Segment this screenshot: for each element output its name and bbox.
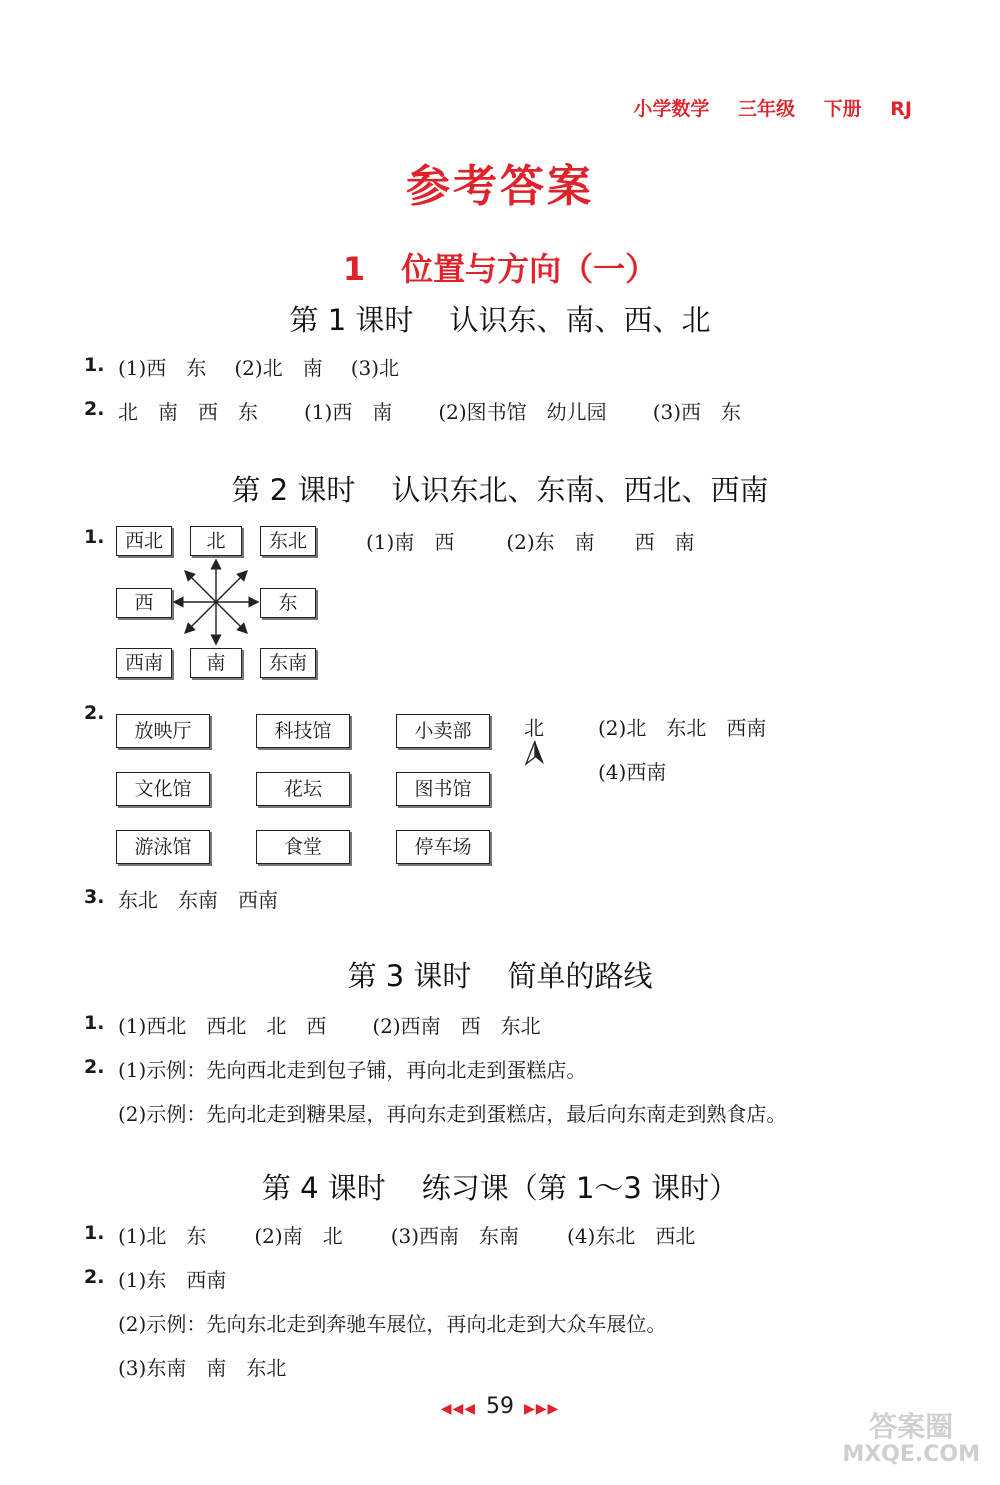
answer-part: (2)北 南: [234, 356, 323, 380]
lesson-1-heading: [0, 298, 1000, 339]
answer-part: (3)西 东: [652, 400, 742, 424]
lesson-3-label: 第 3 课时: [347, 959, 472, 993]
grid-cell: 文化馆: [116, 772, 210, 806]
l1-q2-answer: [118, 396, 769, 425]
answer-part: (2)东 南 西 南: [506, 530, 695, 554]
answer-part: (2)图书馆 幼儿园: [438, 400, 607, 424]
compass-southeast: 东南: [260, 648, 316, 678]
lesson-3-name: 简单的路线: [507, 959, 653, 993]
lesson-1-label: 第 1 课时: [289, 303, 414, 337]
prev-arrows-icon: ◀◀◀: [440, 1401, 476, 1417]
lesson-4-name: 练习课（第 1～3 课时）: [421, 1171, 739, 1205]
l2-q3-answer: 东北 东南 西南: [118, 888, 278, 912]
unit-heading: [0, 244, 1000, 290]
north-arrow-icon: [524, 740, 546, 766]
lesson-2-label: 第 2 课时: [231, 473, 356, 507]
grid-cell: 游泳馆: [116, 830, 210, 864]
watermark-line-1: 答案圈: [869, 1410, 954, 1444]
l2-q1-number: 1.: [84, 526, 105, 548]
header-subject: 小学数学: [633, 98, 710, 120]
answer-part: (1)南 西: [366, 530, 455, 554]
compass-northeast: 东北: [260, 526, 316, 556]
compass-rose-icon: [172, 558, 260, 646]
grid-cell: 放映厅: [116, 714, 210, 748]
l1-q2-number: 2.: [84, 398, 105, 420]
lesson-2-heading: [0, 468, 1000, 509]
l1-q1-number: 1.: [84, 354, 105, 376]
watermark-line-2: MXQE.COM: [842, 1441, 980, 1467]
lesson-2-name: 认识东北、东南、西北、西南: [391, 473, 769, 507]
unit-number: 1: [342, 250, 366, 288]
answer-part: (3)北: [350, 356, 400, 380]
grid-cell: 花坛: [256, 772, 350, 806]
page-number-value: 59: [486, 1394, 514, 1419]
book-header: [611, 94, 912, 121]
l2-q1-answer: [366, 526, 723, 555]
l4-q2-line-2: (2)示例：先向东北走到奔驰车展位，再向北走到大众车展位。: [118, 1312, 667, 1336]
answer-part: (4)东北 西北: [567, 1224, 696, 1248]
north-label: 北: [524, 716, 544, 740]
page-title: 参考答案: [406, 161, 594, 212]
l3-q2-line-1: (1)示例：先向西北走到包子铺，再向北走到蛋糕店。: [118, 1058, 587, 1082]
watermark: [842, 1412, 980, 1467]
header-grade: 三年级: [738, 98, 796, 120]
grid-cell: 停车场: [396, 830, 490, 864]
compass-northwest: 西北: [116, 526, 172, 556]
l3-q1-number: 1.: [84, 1012, 105, 1034]
grid-cell: 科技馆: [256, 714, 350, 748]
answer-part: (1)西 南: [304, 400, 393, 424]
l4-q2-line-1: (1)东 西南: [118, 1268, 227, 1292]
l1-q1-answer: [118, 352, 427, 381]
compass-north: 北: [190, 526, 242, 556]
l4-q2-number: 2.: [84, 1266, 105, 1288]
compass-southwest: 西南: [116, 648, 172, 678]
next-arrows-icon: ▶▶▶: [524, 1401, 560, 1417]
lesson-4-label: 第 4 课时: [261, 1171, 386, 1205]
compass-west: 西: [116, 588, 172, 618]
answer-part: (2)西南 西 东北: [372, 1014, 541, 1038]
l3-q1-answer: [118, 1010, 569, 1039]
l2-q3-number: 3.: [84, 886, 105, 908]
l2-q2-answer-2: (2)北 东北 西南: [598, 716, 767, 740]
header-edition: RJ: [890, 98, 912, 120]
grid-cell: 图书馆: [396, 772, 490, 806]
answer-part: (2)南 北: [254, 1224, 343, 1248]
l4-q1-answer: [118, 1220, 723, 1249]
grid-cell: 小卖部: [396, 714, 490, 748]
compass-south: 南: [190, 648, 242, 678]
lesson-4-heading: [0, 1166, 1000, 1207]
lesson-3-heading: [0, 954, 1000, 995]
compass-east: 东: [260, 588, 316, 618]
grid-cell: 食堂: [256, 830, 350, 864]
answer-part: (1)北 东: [118, 1224, 207, 1248]
l2-q2-number: 2.: [84, 702, 105, 724]
l4-q1-number: 1.: [84, 1222, 105, 1244]
l3-q2-number: 2.: [84, 1056, 105, 1078]
lesson-1-name: 认识东、南、西、北: [449, 303, 711, 337]
l2-q2-answer-4: (4)西南: [598, 760, 667, 784]
unit-name: 位置与方向（一）: [401, 250, 658, 288]
l3-q2-line-2: (2)示例：先向北走到糖果屋，再向东走到蛋糕店，最后向东南走到熟食店。: [118, 1102, 787, 1126]
answer-part: (1)西 东: [118, 356, 207, 380]
l4-q2-line-3: (3)东南 南 东北: [118, 1356, 287, 1380]
answer-part: (3)西南 东南: [390, 1224, 520, 1248]
answer-part: 北 南 西 东: [118, 400, 258, 424]
answer-part: (1)西北 西北 北 西: [118, 1014, 327, 1038]
header-volume: 下册: [823, 98, 862, 120]
